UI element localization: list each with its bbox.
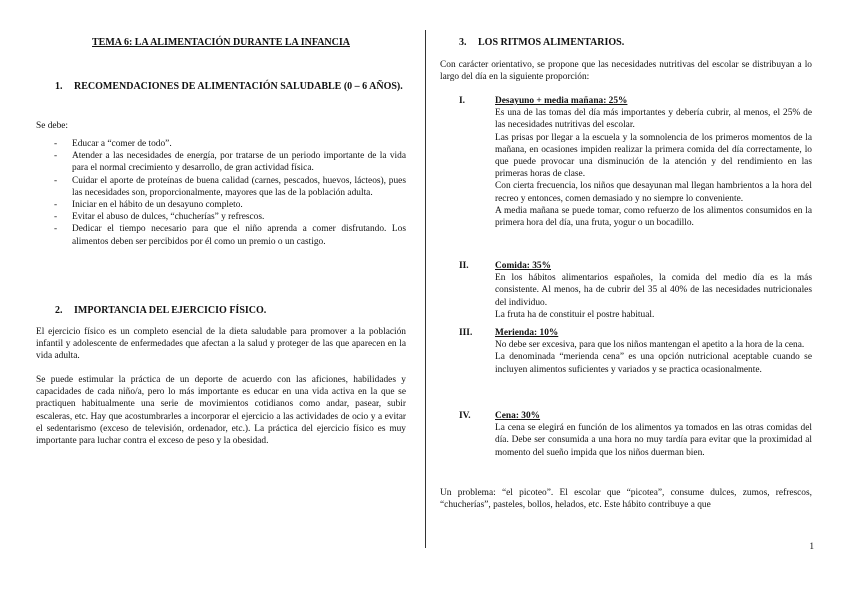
list-item: - Cuidar el aporte de proteínas de buena calidad (carnes, pescados, huevos, lácteos), pues las necesidades son, proporcionalmente, mayores que las de la población adulta. — [54, 175, 406, 198]
section-2-number: 2. — [55, 305, 63, 316]
meal-paragraph: Con cierta frecuencia, los niños que desayunan mal llegan hambrientos a la hora del recreo y entonces, comen demasiado y no siempre lo conveniente. — [495, 181, 812, 204]
section-3-title: LOS RITMOS ALIMENTARIOS. — [478, 37, 625, 48]
meal-heading: Cena: 30% — [495, 411, 541, 421]
section-1-title: RECOMENDACIONES DE ALIMENTACIÓN SALUDABLE (0 – 6 AÑOS). — [74, 81, 403, 92]
closing-paragraph: Un problema: “el picoteo”. El escolar que “picotea”, consume dulces, zumos, refrescos, “chucherías”, pasteles, bollos, helados, etc. Este hábito contribuye a que — [440, 488, 812, 511]
meal-heading: Comida: 35% — [495, 261, 551, 271]
meal-paragraph: Es una de las tomas del día más importantes y debería cubrir, al menos, el 25% de las necesidades nutritivas del escolar. — [495, 108, 812, 131]
meal-paragraph: La fruta ha de constituir el postre habitual. — [495, 309, 655, 320]
list-item: - Evitar el abuso de dulces, “chucherías” y refrescos. — [54, 212, 265, 223]
meal-paragraph: En los hábitos alimentarios españoles, la comida del medio día es la más consistente. Al menos, ha de cubrir del 35 al 40% de las necesidades nutricionales del individuo. — [495, 273, 812, 308]
list-item: - Dedicar el tiempo necesario para que el niño aprenda a comer disfrutando. Los alimentos deben ser percibidos por él como un premio o un castigo. — [54, 224, 406, 247]
list-item: - Educar a “comer de todo”. — [54, 139, 172, 149]
page-number: 1 — [809, 542, 814, 552]
page-title: TEMA 6: LA ALIMENTACIÓN DURANTE LA INFANCIA — [92, 37, 350, 48]
meal-numeral: III. — [459, 328, 473, 338]
section-1-number: 1. — [55, 81, 63, 92]
meal-numeral: II. — [459, 261, 469, 271]
list-item: - Atender a las necesidades de energía, por tratarse de un periodo importante de la vida para el normal crecimiento y desarrollo, de gran actividad física. — [54, 151, 406, 174]
meal-paragraph: Las prisas por llegar a la escuela y la somnolencia de los primeros momentos de la mañana, en ocasiones impiden realizar la primera comida del día correctamente, lo que puede provocar una disminución de la atención y del rendimiento en las primeras horas de clase. — [495, 132, 812, 180]
meal-paragraph: No debe ser excesiva, para que los niños mantengan el apetito a la hora de la cena. — [495, 340, 805, 351]
meal-heading: Desayuno + media mañana: 25% — [495, 96, 628, 106]
meal-numeral: I. — [459, 96, 465, 106]
section-2-title: IMPORTANCIA DEL EJERCICIO FÍSICO. — [74, 305, 267, 316]
section-2-paragraph-1: El ejercicio físico es un completo esencial de la dieta saludable para promover a la población infantil y adolescente de enfermedades que afectan a la salud y proteger de las que aparecen en la vida adulta. — [36, 327, 406, 362]
section-3-intro: Con carácter orientativo, se propone que las necesidades nutritivas del escolar se distribuyan a lo largo del día en la siguiente proporción: — [440, 60, 812, 83]
meal-paragraph: La denominada “merienda cena” es una opción nutricional aceptable cuando se incluyen alimentos suficientes y variados y se practica ocasionalmente. — [495, 352, 812, 375]
list-item: - Iniciar en el hábito de un desayuno completo. — [54, 200, 243, 211]
section-3-number: 3. — [459, 37, 467, 48]
meal-numeral: IV. — [459, 411, 471, 421]
recommendations-list — [36, 138, 406, 248]
meal-heading: Merienda: 10% — [495, 328, 559, 338]
section-1-intro: Se debe: — [36, 121, 69, 131]
section-2-paragraph-2: Se puede estimular la práctica de un deporte de acuerdo con las aficiones, habilidades y capacidades de cada niño/a, pero lo más importante es educar en una vida activa en la que se practiquen habitualmente una serie de movimientos cotidianos como andar, pasear, subir escaleras, etc. Hay que acostumbrarles a incorporar el ejercicio a las actividades de ocio y a evitar el sedentarismo (exceso de televisión, ordenador, etc.). La práctica del ejercicio físico es muy importante para luchar contra el exceso de peso y la obesidad. — [36, 375, 406, 447]
meal-paragraph: A media mañana se puede tomar, como refuerzo de los alimentos consumidos en la primera hora del día, una fruta, yogur o un bocadillo. — [495, 205, 812, 229]
meal-paragraph: La cena se elegirá en función de los alimentos ya tomados en las otras comidas del día. Debe ser consumida a una hora no muy tardía para evitar que la proximidad al momento del sueño impida que los niños duerman bien. — [495, 423, 812, 458]
column-divider — [425, 30, 426, 548]
